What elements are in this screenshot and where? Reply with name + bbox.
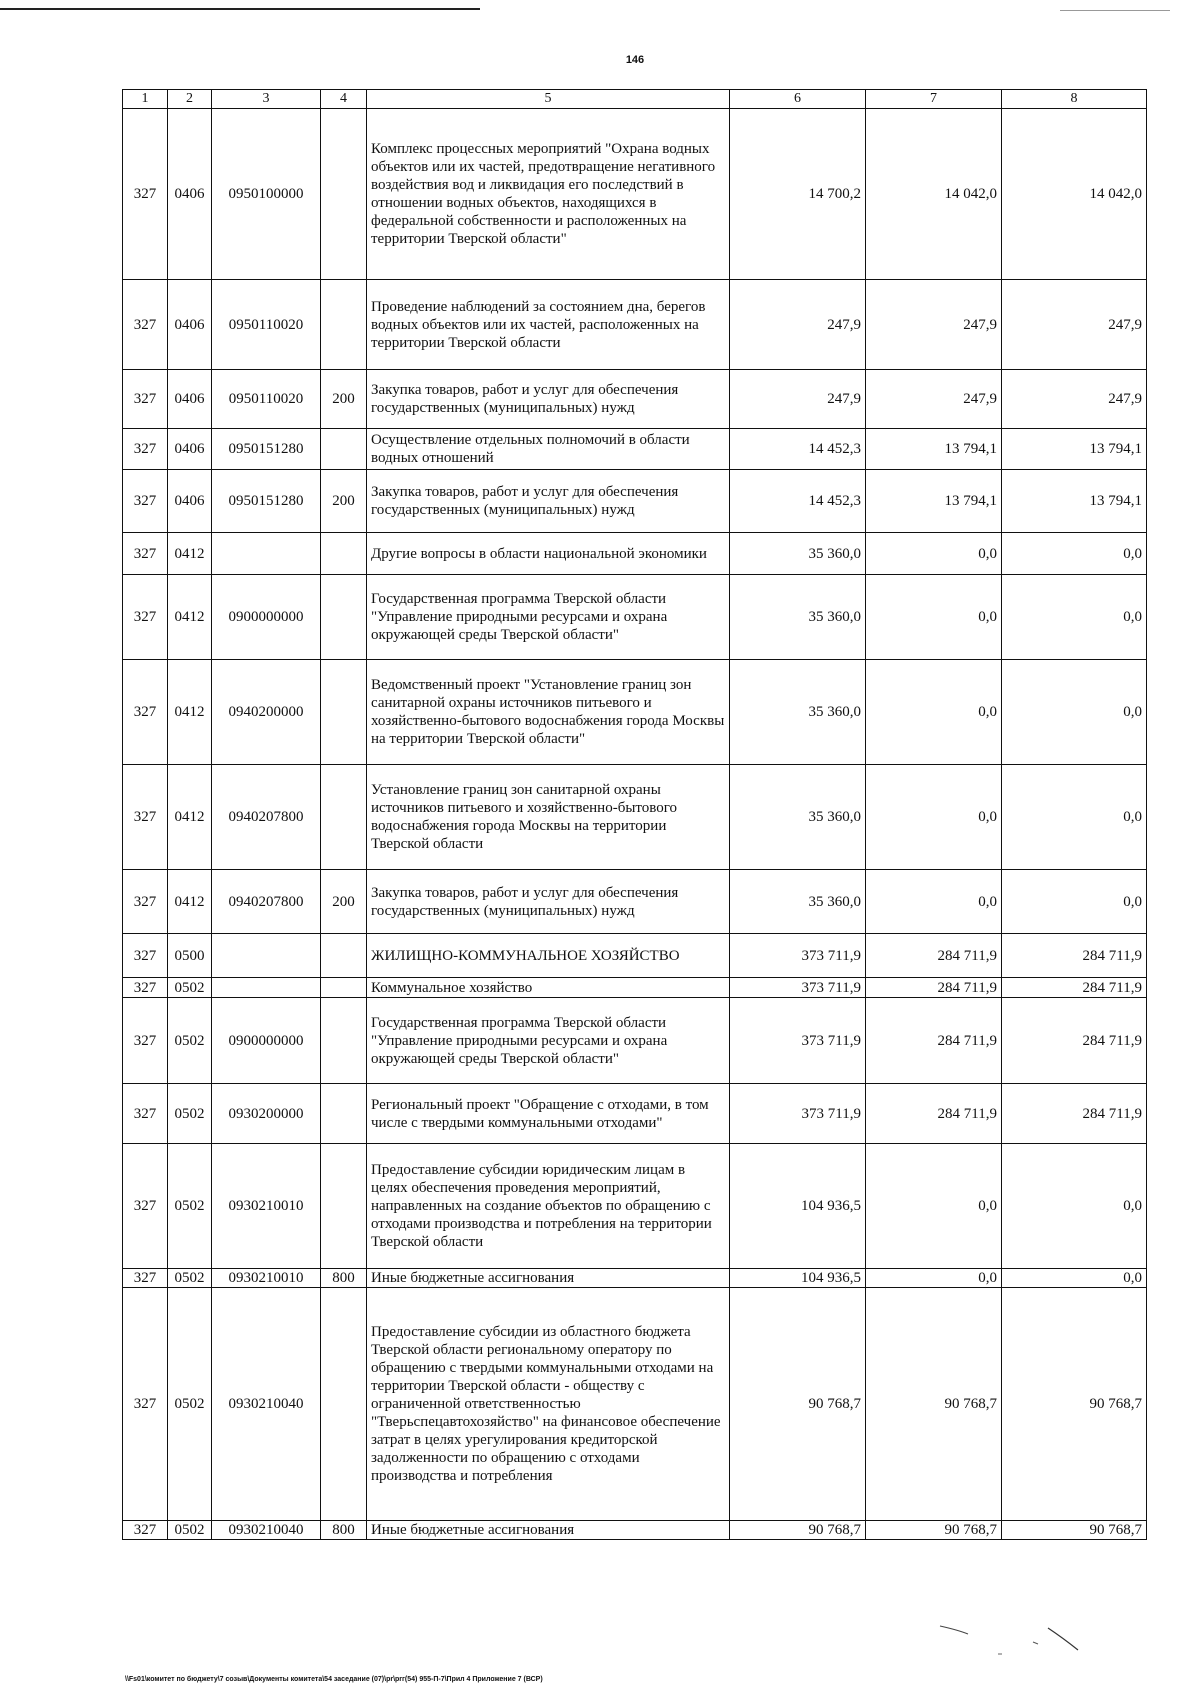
table-cell-col4: 800 <box>321 1269 367 1288</box>
table-row <box>123 429 1147 470</box>
table-cell-col6: 104 936,5 <box>730 1269 866 1288</box>
table-cell-col3: 0950100000 <box>212 109 321 280</box>
table-cell-col1: 327 <box>123 109 168 280</box>
table-cell-col5: Закупка товаров, работ и услуг для обеспечения государственных (муниципальных) нужд <box>367 370 730 429</box>
table-row <box>123 1288 1147 1521</box>
table-cell-col2: 0406 <box>168 429 212 470</box>
table-cell-col2: 0406 <box>168 370 212 429</box>
table-cell-col3: 0950110020 <box>212 280 321 370</box>
table-row <box>123 978 1147 998</box>
table-cell-col6: 373 711,9 <box>730 998 866 1084</box>
table-cell-col4 <box>321 934 367 978</box>
table-cell-col7: 284 711,9 <box>866 1084 1002 1144</box>
table-cell-col8: 0,0 <box>1002 765 1147 870</box>
table-cell-col3: 0940207800 <box>212 870 321 934</box>
table-cell-col5: Предоставление субсидии юридическим лицам в целях обеспечения проведения мероприятий, направленных на создание объектов по обращению с отходами производства и потребления на территории Тверской области <box>367 1144 730 1269</box>
table-cell-col2: 0406 <box>168 109 212 280</box>
table-cell-col2: 0412 <box>168 870 212 934</box>
table-cell-col6: 35 360,0 <box>730 870 866 934</box>
table-cell-col7: 0,0 <box>866 765 1002 870</box>
table-cell-col6: 14 452,3 <box>730 470 866 533</box>
table-cell-col4 <box>321 1144 367 1269</box>
table-cell-col2: 0502 <box>168 978 212 998</box>
table-cell-col6: 373 711,9 <box>730 934 866 978</box>
table-cell-col1: 327 <box>123 470 168 533</box>
table-cell-col6: 104 936,5 <box>730 1144 866 1269</box>
table-cell-col1: 327 <box>123 1521 168 1540</box>
table-cell-col2: 0406 <box>168 280 212 370</box>
table-cell-col7: 0,0 <box>866 1269 1002 1288</box>
table-cell-col6: 90 768,7 <box>730 1288 866 1521</box>
table-cell-col5: Коммунальное хозяйство <box>367 978 730 998</box>
table-cell-col4 <box>321 280 367 370</box>
table-row <box>123 109 1147 280</box>
table-cell-col7: 0,0 <box>866 660 1002 765</box>
table-cell-col6: 373 711,9 <box>730 1084 866 1144</box>
table-cell-col8: 284 711,9 <box>1002 978 1147 998</box>
table-cell-col4 <box>321 429 367 470</box>
table-cell-col7: 90 768,7 <box>866 1288 1002 1521</box>
table-cell-col5: Региональный проект "Обращение с отходами, в том числе с твердыми коммунальными отходами" <box>367 1084 730 1144</box>
table-cell-col3 <box>212 978 321 998</box>
column-header: 4 <box>321 90 367 109</box>
table-cell-col5: ЖИЛИЩНО-КОММУНАЛЬНОЕ ХОЗЯЙСТВО <box>367 934 730 978</box>
table-cell-col1: 327 <box>123 575 168 660</box>
footer-file-path: \\Fs01\комитет по бюджету\7 созыв\Документы комитета\54 заседание (07)\pr\prг(54) 955-П-7\Прил 4 Приложение 7 (ВСР) <box>125 1676 543 1683</box>
table-cell-col4 <box>321 1084 367 1144</box>
table-cell-col1: 327 <box>123 998 168 1084</box>
table-cell-col8: 0,0 <box>1002 575 1147 660</box>
table-header-row <box>123 90 1147 109</box>
table-cell-col6: 90 768,7 <box>730 1521 866 1540</box>
table-cell-col3 <box>212 533 321 575</box>
table-cell-col7: 0,0 <box>866 575 1002 660</box>
table-cell-col8: 284 711,9 <box>1002 998 1147 1084</box>
budget-table <box>122 89 1147 1540</box>
table-cell-col7: 284 711,9 <box>866 998 1002 1084</box>
table-cell-col3: 0950110020 <box>212 370 321 429</box>
table-cell-col1: 327 <box>123 1288 168 1521</box>
table-cell-col6: 35 360,0 <box>730 765 866 870</box>
table-cell-col1: 327 <box>123 660 168 765</box>
table-cell-col7: 13 794,1 <box>866 470 1002 533</box>
table-cell-col6: 35 360,0 <box>730 575 866 660</box>
table-row <box>123 870 1147 934</box>
table-cell-col7: 247,9 <box>866 370 1002 429</box>
column-header: 3 <box>212 90 321 109</box>
table-cell-col8: 13 794,1 <box>1002 429 1147 470</box>
table-cell-col8: 0,0 <box>1002 870 1147 934</box>
table-cell-col5: Закупка товаров, работ и услуг для обеспечения государственных (муниципальных) нужд <box>367 470 730 533</box>
table-row <box>123 370 1147 429</box>
table-cell-col5: Проведение наблюдений за состоянием дна, берегов водных объектов или их частей, расположенных на территории Тверской области <box>367 280 730 370</box>
table-cell-col5: Осуществление отдельных полномочий в области водных отношений <box>367 429 730 470</box>
table-cell-col4 <box>321 765 367 870</box>
table-cell-col2: 0412 <box>168 765 212 870</box>
table-cell-col5: Государственная программа Тверской области "Управление природными ресурсами и охрана окружающей среды Тверской области" <box>367 998 730 1084</box>
table-cell-col8: 0,0 <box>1002 660 1147 765</box>
table-cell-col3: 0930210010 <box>212 1269 321 1288</box>
table-cell-col5: Государственная программа Тверской области "Управление природными ресурсами и охрана окружающей среды Тверской области" <box>367 575 730 660</box>
table-cell-col2: 0412 <box>168 660 212 765</box>
table-cell-col6: 14 700,2 <box>730 109 866 280</box>
table-cell-col3: 0930210010 <box>212 1144 321 1269</box>
table-cell-col8: 247,9 <box>1002 280 1147 370</box>
table-cell-col1: 327 <box>123 280 168 370</box>
table-cell-col3 <box>212 934 321 978</box>
table-cell-col2: 0412 <box>168 533 212 575</box>
table-cell-col7: 13 794,1 <box>866 429 1002 470</box>
table-row <box>123 1084 1147 1144</box>
table-row <box>123 1144 1147 1269</box>
table-cell-col1: 327 <box>123 1269 168 1288</box>
table-cell-col7: 0,0 <box>866 870 1002 934</box>
table-cell-col8: 247,9 <box>1002 370 1147 429</box>
table-row <box>123 280 1147 370</box>
table-cell-col4: 800 <box>321 1521 367 1540</box>
table-cell-col6: 373 711,9 <box>730 978 866 998</box>
pen-marks <box>938 1620 1138 1660</box>
table-cell-col1: 327 <box>123 429 168 470</box>
table-cell-col3: 0900000000 <box>212 575 321 660</box>
table-body <box>123 109 1147 1540</box>
top-border-line <box>0 8 480 10</box>
table-cell-col5: Другие вопросы в области национальной экономики <box>367 533 730 575</box>
table-cell-col8: 0,0 <box>1002 1144 1147 1269</box>
table-cell-col4: 200 <box>321 470 367 533</box>
table-cell-col8: 0,0 <box>1002 533 1147 575</box>
table-row <box>123 765 1147 870</box>
table-cell-col6: 35 360,0 <box>730 660 866 765</box>
table-cell-col7: 0,0 <box>866 1144 1002 1269</box>
table-cell-col8: 14 042,0 <box>1002 109 1147 280</box>
table-row <box>123 1521 1147 1540</box>
table-cell-col5: Иные бюджетные ассигнования <box>367 1269 730 1288</box>
table-cell-col7: 247,9 <box>866 280 1002 370</box>
table-cell-col2: 0502 <box>168 1288 212 1521</box>
table-cell-col5: Установление границ зон санитарной охраны источников питьевого и хозяйственно-бытового водоснабжения города Москвы на территории Тверской области <box>367 765 730 870</box>
table-cell-col4 <box>321 1288 367 1521</box>
table-cell-col3: 0900000000 <box>212 998 321 1084</box>
column-header: 8 <box>1002 90 1147 109</box>
table-cell-col4 <box>321 575 367 660</box>
table-cell-col3: 0930200000 <box>212 1084 321 1144</box>
table-cell-col4: 200 <box>321 370 367 429</box>
table-cell-col2: 0406 <box>168 470 212 533</box>
table-row <box>123 1269 1147 1288</box>
table-cell-col2: 0502 <box>168 1269 212 1288</box>
table-cell-col2: 0502 <box>168 998 212 1084</box>
table-cell-col3: 0930210040 <box>212 1288 321 1521</box>
table-cell-col1: 327 <box>123 934 168 978</box>
table-cell-col3: 0950151280 <box>212 470 321 533</box>
table-cell-col7: 90 768,7 <box>866 1521 1002 1540</box>
table-cell-col7: 14 042,0 <box>866 109 1002 280</box>
table-cell-col6: 14 452,3 <box>730 429 866 470</box>
table-cell-col4 <box>321 109 367 280</box>
table-row <box>123 934 1147 978</box>
table-cell-col8: 284 711,9 <box>1002 1084 1147 1144</box>
table-cell-col5: Иные бюджетные ассигнования <box>367 1521 730 1540</box>
table-cell-col6: 247,9 <box>730 370 866 429</box>
table-cell-col8: 0,0 <box>1002 1269 1147 1288</box>
table-cell-col7: 284 711,9 <box>866 978 1002 998</box>
table-cell-col2: 0502 <box>168 1144 212 1269</box>
table-cell-col7: 0,0 <box>866 533 1002 575</box>
table-cell-col3: 0930210040 <box>212 1521 321 1540</box>
table-cell-col4: 200 <box>321 870 367 934</box>
table-cell-col2: 0502 <box>168 1521 212 1540</box>
table-cell-col8: 13 794,1 <box>1002 470 1147 533</box>
top-border-line-right <box>1060 10 1170 11</box>
table-cell-col2: 0502 <box>168 1084 212 1144</box>
table-row <box>123 470 1147 533</box>
table-row <box>123 998 1147 1084</box>
table-cell-col3: 0940200000 <box>212 660 321 765</box>
table-cell-col8: 90 768,7 <box>1002 1521 1147 1540</box>
table-cell-col4 <box>321 660 367 765</box>
table-cell-col1: 327 <box>123 765 168 870</box>
table-cell-col6: 35 360,0 <box>730 533 866 575</box>
column-header: 1 <box>123 90 168 109</box>
table-row <box>123 533 1147 575</box>
table-cell-col4 <box>321 998 367 1084</box>
table-cell-col5: Ведомственный проект "Установление границ зон санитарной охраны источников питьевого и хозяйственно-бытового водоснабжения города Москвы на территории Тверской области" <box>367 660 730 765</box>
table-cell-col4 <box>321 978 367 998</box>
table-row <box>123 660 1147 765</box>
table-cell-col1: 327 <box>123 870 168 934</box>
table-cell-col6: 247,9 <box>730 280 866 370</box>
table-cell-col3: 0950151280 <box>212 429 321 470</box>
column-header: 7 <box>866 90 1002 109</box>
column-header: 6 <box>730 90 866 109</box>
table-cell-col8: 90 768,7 <box>1002 1288 1147 1521</box>
table-cell-col1: 327 <box>123 1084 168 1144</box>
table-cell-col1: 327 <box>123 1144 168 1269</box>
table-cell-col1: 327 <box>123 533 168 575</box>
table-row <box>123 575 1147 660</box>
table-cell-col5: Предоставление субсидии из областного бюджета Тверской области региональному оператору по обращению с твердыми коммунальными отходами на территории Тверской области - обществу с ограниченной ответственностью "Тверьспецавтохозяйство" на финансовое обеспечение затрат в целях урегулирования кредиторской задолженности по обращению с отходами производства и потребления <box>367 1288 730 1521</box>
column-header: 2 <box>168 90 212 109</box>
table-cell-col8: 284 711,9 <box>1002 934 1147 978</box>
table-cell-col2: 0412 <box>168 575 212 660</box>
page-number: 146 <box>625 54 645 66</box>
table-cell-col4 <box>321 533 367 575</box>
table-cell-col2: 0500 <box>168 934 212 978</box>
column-header: 5 <box>367 90 730 109</box>
table-cell-col5: Закупка товаров, работ и услуг для обеспечения государственных (муниципальных) нужд <box>367 870 730 934</box>
table-cell-col3: 0940207800 <box>212 765 321 870</box>
table-cell-col1: 327 <box>123 370 168 429</box>
table-cell-col5: Комплекс процессных мероприятий "Охрана водных объектов или их частей, предотвращение негативного воздействия вод и ликвидация его последствий в отношении водных объектов, находящихся в федеральной собственности и расположенных на территории Тверской области" <box>367 109 730 280</box>
table-cell-col1: 327 <box>123 978 168 998</box>
table-cell-col7: 284 711,9 <box>866 934 1002 978</box>
